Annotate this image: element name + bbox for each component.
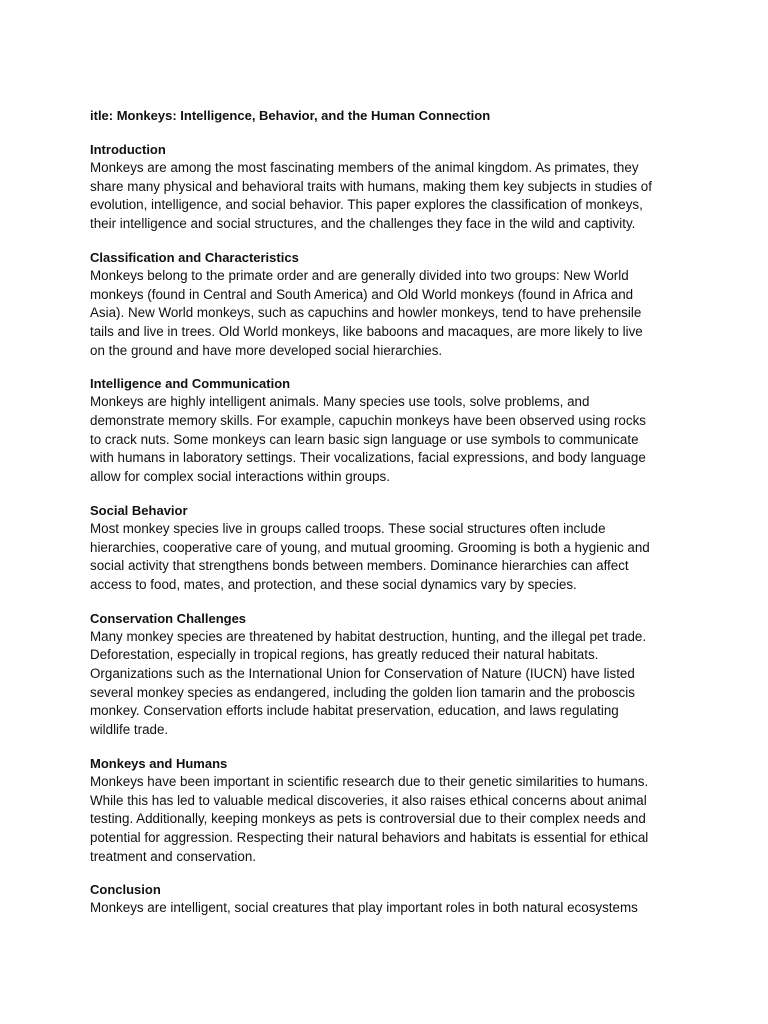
section-heading: Intelligence and Communication xyxy=(90,376,291,392)
section-heading: Conclusion xyxy=(90,882,161,898)
section-conservation xyxy=(90,610,680,740)
section-paragraph: Monkeys belong to the primate order and are generally divided into two groups: New World monkeys (found in Central and South America) and Old World monkeys (found in Africa and Asia). New World monkeys, such as capuchins and howler monkeys, tend to have prehensile tails and live in trees. Old World monkeys, like baboons and macaques, are more likely to live on the ground and have more developed social hierarchies. xyxy=(90,267,643,358)
section-social-behavior xyxy=(90,502,680,595)
section-paragraph: Monkeys are intelligent, social creatures that play important roles in both natural ecosystems xyxy=(90,900,638,916)
section-heading: Monkeys and Humans xyxy=(90,755,228,771)
section-classification xyxy=(90,249,680,361)
section-heading: Classification and Characteristics xyxy=(90,249,299,265)
section-monkeys-and-humans xyxy=(90,755,680,867)
document-title: itle: Monkeys: Intelligence, Behavior, and the Human Connection xyxy=(90,108,491,123)
section-heading: Conservation Challenges xyxy=(90,610,247,626)
section-heading: Introduction xyxy=(90,142,166,157)
section-intelligence xyxy=(90,375,680,487)
section-paragraph: Most monkey species live in groups called troops. These social structures often include hierarchies, cooperative care of young, and mutual grooming. Grooming is both a hygienic and social activity that strengthens bonds between members. Dominance hierarchies can affect access to food, mates, and protection, and these social dynamics vary by species. xyxy=(90,520,650,592)
section-introduction xyxy=(90,141,680,234)
section-conclusion xyxy=(90,881,680,918)
section-paragraph: Many monkey species are threatened by habitat destruction, hunting, and the illegal pet trade. Deforestation, especially in tropical regions, has greatly reduced their natural habitats. Organizations such as the International Union for Conservation of Nature (IUCN) have listed several monkey species as endangered, including the golden lion tamarin and the proboscis monkey. Conservation efforts include habitat preservation, education, and laws regulating wildlife trade. xyxy=(90,628,647,738)
section-paragraph: Monkeys are highly intelligent animals. Many species use tools, solve problems, and demonstrate memory skills. For example, capuchin monkeys have been observed using rocks to crack nuts. Some monkeys can learn basic sign language or use symbols to communicate with humans in laboratory settings. Their vocalizations, facial expressions, and body language allow for complex social interactions within groups. xyxy=(90,394,646,485)
section-heading: Social Behavior xyxy=(90,502,188,518)
section-paragraph: Monkeys are among the most fascinating members of the animal kingdom. As primates, they share many physical and behavioral traits with humans, making them key subjects in studies of evolution, intelligence, and social behavior. This paper explores the classification of monkeys, their intelligence and social structures, and the challenges they face in the wild and captivity. xyxy=(90,160,652,232)
section-paragraph: Monkeys have been important in scientific research due to their genetic similarities to humans. While this has led to valuable medical discoveries, it also raises ethical concerns about animal testing. Additionally, keeping monkeys as pets is controversial due to their complex needs and potential for aggression. Respecting their natural behaviors and habitats is essential for ethical treatment and conservation. xyxy=(90,773,649,864)
document-page xyxy=(90,106,680,933)
